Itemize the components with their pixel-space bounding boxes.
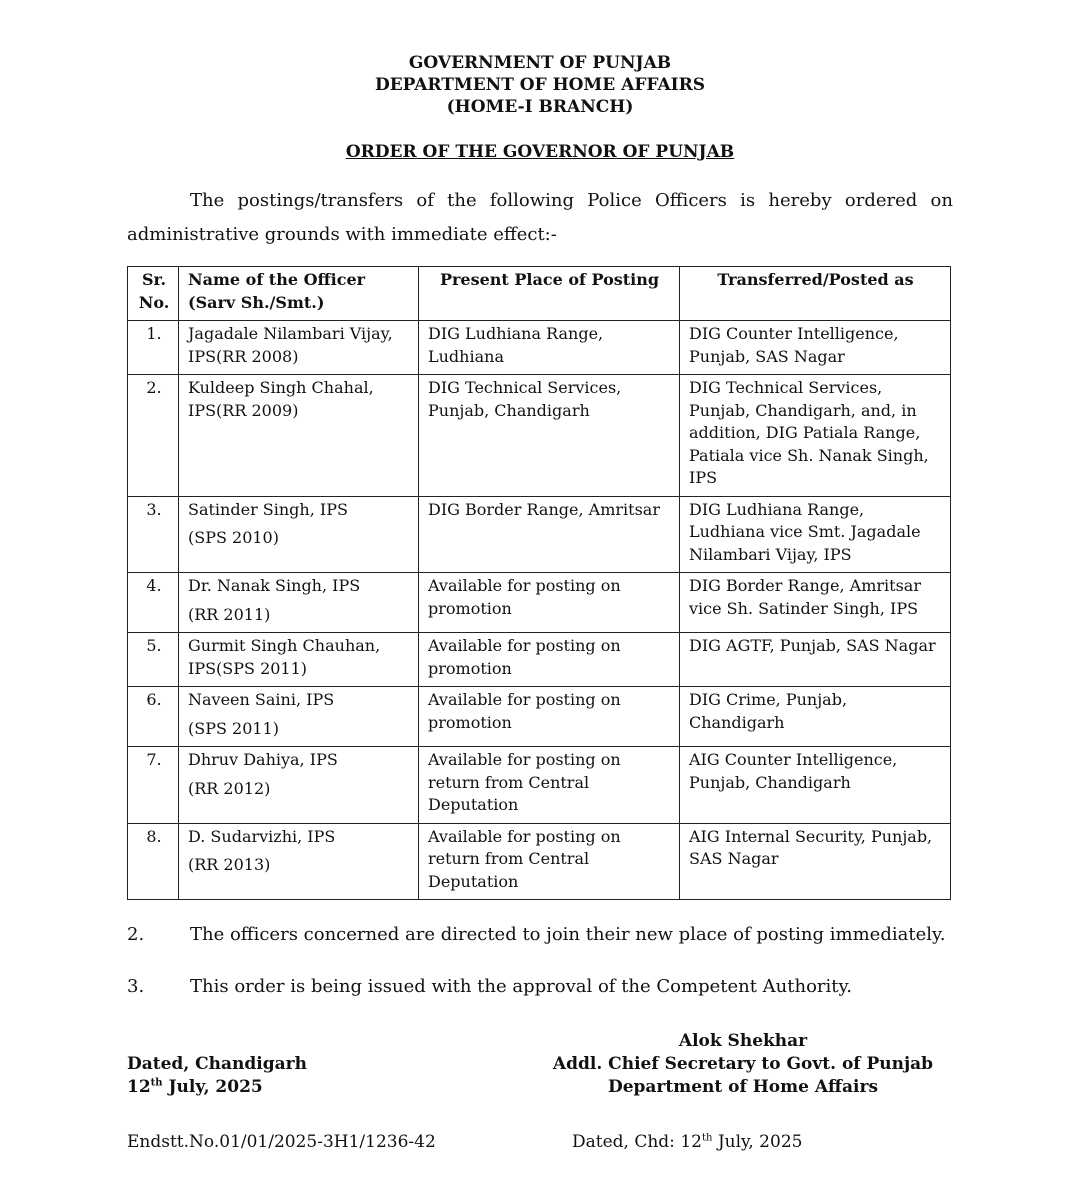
cell-transferred-as [680, 823, 951, 900]
cell-sr-no [128, 823, 179, 900]
dated-date [127, 1076, 307, 1099]
cell-officer-name [179, 496, 419, 573]
cell-present-posting-text: Available for posting on return from Central Deputation [428, 826, 621, 891]
cell-officer-name [179, 687, 419, 747]
cell-sr-no [128, 687, 179, 747]
transfer-table [127, 266, 951, 900]
dated-rest: July, 2025 [168, 1077, 263, 1097]
cell-officer-name [179, 823, 419, 900]
cell-present-posting-text: Available for posting on promotion [428, 690, 621, 732]
cell-transferred-as-text: DIG Counter Intelligence, Punjab, SAS Nagar [689, 324, 899, 366]
order-title: ORDER OF THE GOVERNOR OF PUNJAB [345, 142, 735, 162]
cell-transferred-as-text: DIG Technical Services, Punjab, Chandigarh, and, in addition, DIG Patiala Range, Patiala vice Sh. Nanak Singh, IPS [689, 378, 929, 487]
cell-officer-name-text: Dhruv Dahiya, IPS [188, 750, 338, 769]
header-transferred-as: Transferred/Posted as [680, 267, 951, 321]
paragraph-3 [127, 970, 953, 1004]
cell-officer-batch: (RR 2011) [188, 604, 271, 624]
cell-present-posting [419, 321, 680, 375]
cell-present-posting [419, 496, 680, 573]
signatory-department: Department of Home Affairs [607, 1077, 879, 1097]
cell-officer-batch: (SPS 2011) [188, 718, 279, 738]
document-header [127, 52, 953, 118]
dated-place: Dated, Chandigarh [127, 1054, 307, 1074]
signatory [533, 1030, 953, 1099]
cell-officer-name-text: Satinder Singh, IPS [188, 499, 348, 519]
cell-transferred-as-text: DIG Ludhiana Range, Ludhiana vice Smt. Jagadale Nilambari Vijay, IPS [689, 499, 921, 564]
table-row [128, 687, 951, 747]
header-government: GOVERNMENT OF PUNJAB [408, 53, 672, 73]
cell-present-posting-text: Available for posting on return from Central Deputation [428, 750, 621, 814]
cell-officer-name-text: Gurmit Singh Chauhan, IPS(SPS 2011) [188, 636, 381, 678]
dated-day: 12 [127, 1077, 151, 1097]
cell-transferred-as-text: DIG AGTF, Punjab, SAS Nagar [689, 636, 936, 655]
signature-block [127, 1030, 953, 1110]
cell-present-posting-text: DIG Ludhiana Range, Ludhiana [428, 324, 604, 366]
cell-officer-name-text: Jagadale Nilambari Vijay, IPS(RR 2008) [188, 324, 393, 366]
cell-officer-batch: (RR 2012) [188, 778, 271, 798]
cell-transferred-as [680, 633, 951, 687]
table-row [128, 823, 951, 900]
cell-officer-name-text: D. Sudarvizhi, IPS [188, 826, 336, 846]
cell-officer-name-text: Dr. Nanak Singh, IPS [188, 576, 361, 595]
cell-officer-name-text: Kuldeep Singh Chahal, IPS(RR 2009) [188, 378, 374, 420]
cell-present-posting [419, 823, 680, 900]
header-sr-no: Sr. No. [128, 267, 179, 321]
cell-transferred-as-text: DIG Border Range, Amritsar vice Sh. Satinder Singh, IPS [689, 576, 921, 618]
cell-transferred-as-text: AIG Counter Intelligence, Punjab, Chandigarh [689, 750, 898, 792]
cell-present-posting-text: DIG Border Range, Amritsar [428, 499, 660, 519]
cell-present-posting-text: Available for posting on promotion [428, 636, 621, 678]
cell-transferred-as [680, 375, 951, 497]
cell-transferred-as [680, 496, 951, 573]
cell-sr-no-text: 2. [146, 378, 162, 397]
endorsement-date [572, 1132, 802, 1152]
header-branch: (HOME-I BRANCH) [446, 97, 634, 117]
paragraph-3-number: 3. [127, 976, 145, 997]
endorsement-date-prefix: Dated, Chd: 12 [572, 1132, 702, 1152]
endorsement-date-suffix: th [701, 1132, 713, 1144]
cell-officer-name [179, 573, 419, 633]
cell-present-posting [419, 375, 680, 497]
table-row [128, 375, 951, 497]
signatory-designation: Addl. Chief Secretary to Govt. of Punjab [552, 1054, 934, 1074]
cell-sr-no-text: 7. [146, 750, 162, 769]
cell-present-posting [419, 687, 680, 747]
endorsement-line [127, 1132, 953, 1156]
cell-sr-no [128, 321, 179, 375]
cell-sr-no [128, 573, 179, 633]
intro-paragraph: The postings/transfers of the following Police Officers is hereby ordered on administrative grounds with immediate effect:- [127, 190, 953, 245]
endorsement-number: Endstt.No.01/01/2025-3H1/1236-42 [127, 1132, 436, 1152]
cell-sr-no [128, 633, 179, 687]
paragraph-2 [127, 918, 953, 952]
paragraph-2-text: The officers concerned are directed to join their new place of posting immediately. [190, 924, 946, 945]
cell-transferred-as [680, 321, 951, 375]
header-present-posting: Present Place of Posting [419, 267, 680, 321]
cell-transferred-as [680, 687, 951, 747]
cell-sr-no-text: 3. [146, 499, 162, 519]
cell-sr-no [128, 747, 179, 824]
cell-present-posting [419, 633, 680, 687]
cell-officer-name [179, 747, 419, 824]
cell-present-posting-text: DIG Technical Services, Punjab, Chandigarh [428, 378, 622, 420]
table-row [128, 321, 951, 375]
order-document [127, 52, 953, 1156]
cell-sr-no [128, 496, 179, 573]
table-header-row [128, 267, 951, 321]
table-row [128, 633, 951, 687]
paragraph-2-number: 2. [127, 924, 145, 945]
endorsement-date-rest: July, 2025 [717, 1132, 803, 1152]
cell-officer-batch: (SPS 2010) [188, 528, 279, 547]
signatory-name: Alok Shekhar [678, 1031, 808, 1051]
cell-officer-name [179, 375, 419, 497]
dated-block [127, 1053, 307, 1099]
cell-transferred-as [680, 573, 951, 633]
table-row [128, 573, 951, 633]
cell-sr-no [128, 375, 179, 497]
cell-transferred-as [680, 747, 951, 824]
cell-sr-no-text: 1. [146, 324, 162, 343]
cell-sr-no-text: 8. [146, 826, 162, 846]
header-officer-name: Name of the Officer (Sarv Sh./Smt.) [179, 267, 419, 321]
cell-officer-batch: (RR 2013) [188, 855, 271, 874]
cell-sr-no-text: 6. [146, 690, 162, 709]
cell-officer-name [179, 633, 419, 687]
paragraph-3-text: This order is being issued with the approval of the Competent Authority. [190, 976, 853, 997]
cell-present-posting-text: Available for posting on promotion [428, 576, 621, 618]
cell-present-posting [419, 573, 680, 633]
cell-sr-no-text: 5. [146, 636, 162, 655]
cell-transferred-as-text: AIG Internal Security, Punjab, SAS Nagar [689, 826, 933, 868]
cell-present-posting [419, 747, 680, 824]
dated-day-suffix: th [150, 1077, 163, 1089]
table-row [128, 747, 951, 824]
cell-officer-name-text: Naveen Saini, IPS [188, 690, 335, 709]
cell-officer-name [179, 321, 419, 375]
header-department: DEPARTMENT OF HOME AFFAIRS [374, 75, 706, 95]
table-row [128, 496, 951, 573]
cell-sr-no-text: 4. [146, 576, 162, 595]
cell-transferred-as-text: DIG Crime, Punjab, Chandigarh [689, 690, 848, 732]
